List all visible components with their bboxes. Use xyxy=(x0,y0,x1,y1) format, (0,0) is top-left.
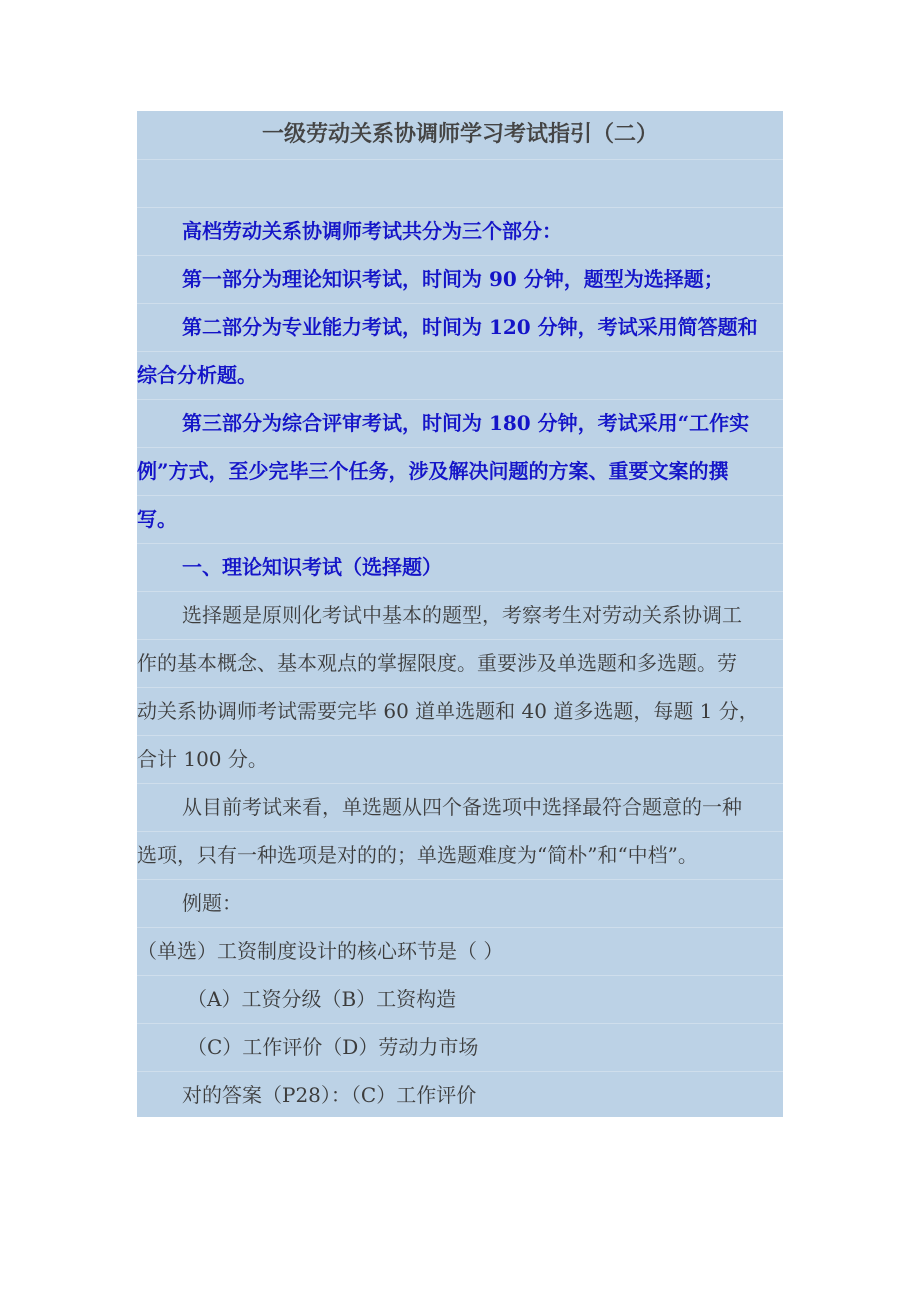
section-heading: 一、理论知识考试（选择题） xyxy=(137,543,783,591)
part2-text-line2: 综合分析题。 xyxy=(137,351,783,399)
document-title: 一级劳动关系协调师学习考试指引（二） xyxy=(261,121,658,147)
answer-text: 对的答案（P28）：（C）工作评价 xyxy=(137,1071,783,1119)
question-text: （单选）工资制度设计的核心环节是（ ） xyxy=(137,927,783,975)
part2-text-line1: 第二部分为专业能力考试，时间为 120 分钟，考试采用简答题和 xyxy=(137,303,783,351)
paragraph2-line1: 从目前考试来看，单选题从四个备选项中选择最符合题意的一种 xyxy=(137,783,783,831)
intro-heading: 高档劳动关系协调师考试共分为三个部分： xyxy=(137,207,783,255)
options-line1: （A）工资分级（B）工资构造 xyxy=(137,975,783,1023)
blank-row xyxy=(137,159,783,207)
part3-text-line3: 写。 xyxy=(137,495,783,543)
part1-text: 第一部分为理论知识考试，时间为 90 分钟，题型为选择题； xyxy=(137,255,783,303)
paragraph2-line2: 选项，只有一种选项是对的的；单选题难度为“简朴”和“中档”。 xyxy=(137,831,783,879)
paragraph1-line4: 合计 100 分。 xyxy=(137,735,783,783)
paragraph1-line3: 动关系协调师考试需要完毕 60 道单选题和 40 道多选题，每题 1 分， xyxy=(137,687,783,735)
part3-text-line2: 例”方式，至少完毕三个任务，涉及解决问题的方案、重要文案的撰 xyxy=(137,447,783,495)
document-page xyxy=(137,111,783,1117)
example-label: 例题： xyxy=(137,879,783,927)
paragraph1-line1: 选择题是原则化考试中基本的题型，考察考生对劳动关系协调工 xyxy=(137,591,783,639)
part3-text-line1: 第三部分为综合评审考试，时间为 180 分钟，考试采用“工作实 xyxy=(137,399,783,447)
paragraph1-line2: 作的基本概念、基本观点的掌握限度。重要涉及单选题和多选题。劳 xyxy=(137,639,783,687)
options-line2: （C）工作评价（D）劳动力市场 xyxy=(137,1023,783,1071)
